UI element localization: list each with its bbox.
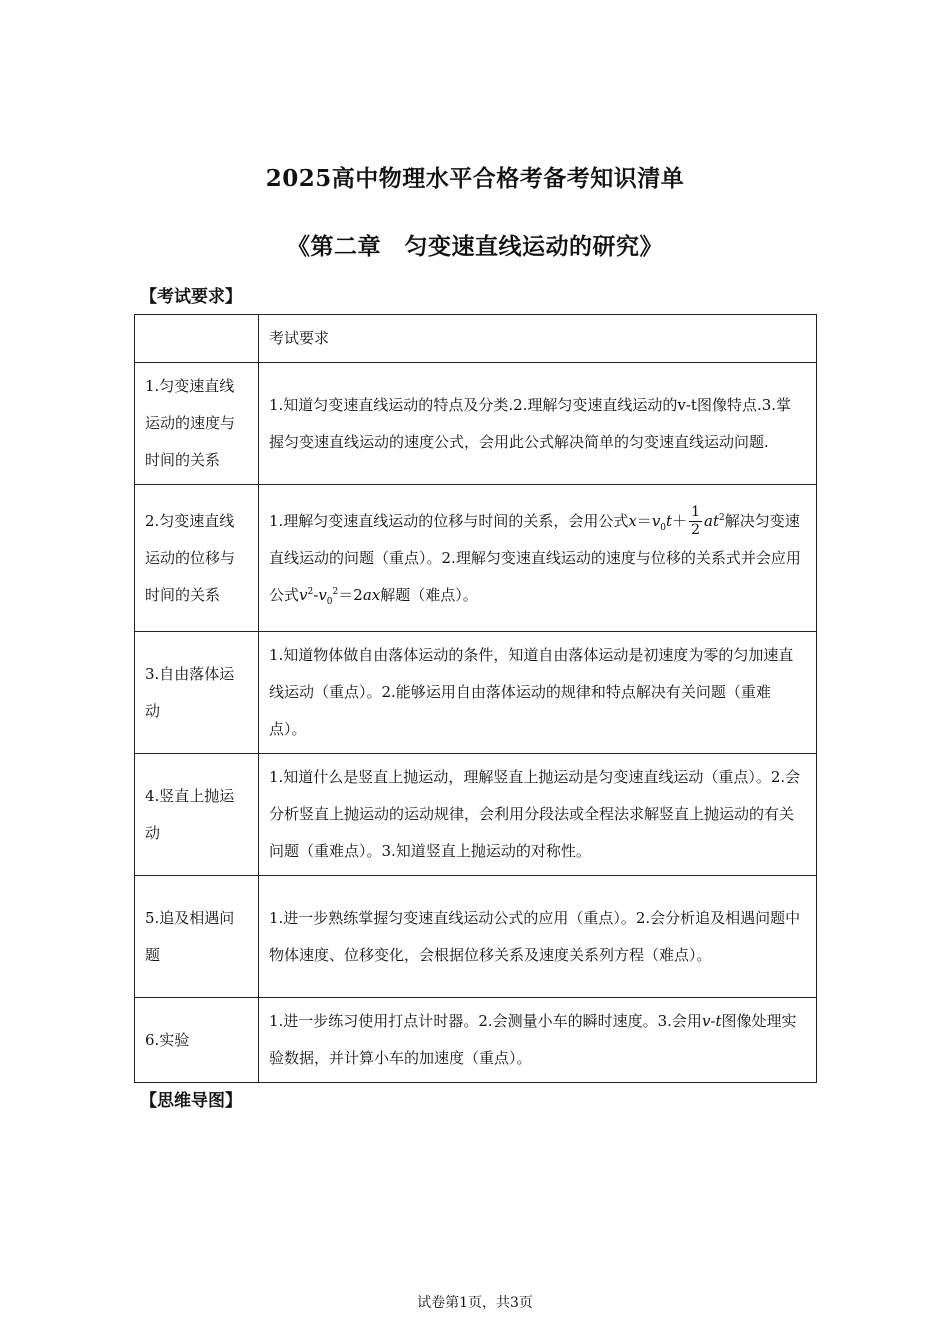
table-header-row <box>135 315 817 363</box>
formula-at: at <box>704 511 719 530</box>
formula-fraction <box>689 504 702 539</box>
row-topic: 4.竖直上抛运动 <box>135 754 259 876</box>
table-row <box>135 485 817 632</box>
formula-minus: - <box>313 585 319 604</box>
requirement-text: 解题（难点）。 <box>380 585 478 604</box>
row-topic: 5.追及相遇问题 <box>135 876 259 998</box>
formula-equals: ＝2 <box>338 585 363 604</box>
row-requirement: 1.知道匀变速直线运动的特点及分类.2.理解匀变速直线运动的v-t图像特点.3.掌握匀变速直线运动的速度公式，会用此公式解决简单的匀变速直线运动问题. <box>259 363 817 485</box>
formula-subscript: 0 <box>326 596 333 607</box>
fraction-denominator: 2 <box>691 522 700 538</box>
section-heading-exam-requirements: 【考试要求】 <box>140 287 242 307</box>
formula-superscript: 2 <box>332 586 339 597</box>
requirement-text: 1.理解匀变速直线运动的位移与时间的关系，会用公式 <box>269 511 629 530</box>
section-heading-mind-map: 【思维导图】 <box>140 1091 242 1111</box>
row-requirement <box>259 998 817 1083</box>
formula-subscript: 0 <box>660 522 667 533</box>
table-row <box>135 632 817 754</box>
row-topic: 3.自由落体运动 <box>135 632 259 754</box>
formula-ax: ax <box>362 585 381 604</box>
row-topic: 6.实验 <box>135 998 259 1083</box>
formula-x: x <box>628 511 637 530</box>
row-requirement: 1.进一步熟练掌握匀变速直线运动公式的应用（重点）。2.会分析追及相遇问题中物体速度、位移变化，会根据位移关系及速度关系列方程（难点）。 <box>259 876 817 998</box>
formula-t: t <box>666 511 673 530</box>
fraction-numerator: 1 <box>691 504 700 520</box>
row-requirement: 1.知道物体做自由落体运动的条件，知道自由落体运动是初速度为零的匀加速直线运动（重点）。2.能够运用自由落体运动的规律和特点解决有关问题（重难点）。 <box>259 632 817 754</box>
formula-superscript: 2 <box>307 586 314 597</box>
row-requirement <box>259 485 817 632</box>
formula-v: v <box>299 585 308 604</box>
table-row <box>135 363 817 485</box>
table-header-topic <box>135 315 259 363</box>
requirement-text: 解决匀变速直线运动的问题（重点）。2.理解匀变速直线运动的速度与位移的关系式并会应用公式 <box>269 511 801 604</box>
formula-equals: ＝ <box>636 511 652 530</box>
formula-superscript: 2 <box>718 512 725 523</box>
table-header-requirement: 考试要求 <box>259 315 817 363</box>
table-row <box>135 754 817 876</box>
table-row <box>135 876 817 998</box>
chapter-subtitle: 《第二章 匀变速直线运动的研究》 <box>287 233 663 260</box>
page-footer: 试卷第1页，共3页 <box>417 1295 533 1311</box>
row-topic: 2.匀变速直线运动的位移与时间的关系 <box>135 485 259 632</box>
document-title: 2025高中物理水平合格考备考知识清单 <box>265 165 685 192</box>
requirement-text: 1.进一步练习使用打点计时器。2.会测量小车的瞬时速度。3.会用 <box>269 1012 702 1030</box>
table-row <box>135 998 817 1083</box>
requirement-text: 图像处理实验数据，并计算小车的加速度（重点）。 <box>269 1012 797 1067</box>
row-topic: 1.匀变速直线运动的速度与时间的关系 <box>135 363 259 485</box>
formula-plus: ＋ <box>672 511 688 530</box>
formula-v: v <box>651 511 661 530</box>
exam-requirements-table <box>134 314 817 1083</box>
formula-vt: v-t <box>701 1012 722 1030</box>
row-requirement: 1.知道什么是竖直上抛运动，理解竖直上抛运动是匀变速直线运动（重点）。2.会分析竖直上抛运动的运动规律，会利用分段法或全程法求解竖直上抛运动的有关问题（重难点）。3.知道竖直上抛运动的对称性。 <box>259 754 817 876</box>
formula-v0: v <box>318 585 327 604</box>
